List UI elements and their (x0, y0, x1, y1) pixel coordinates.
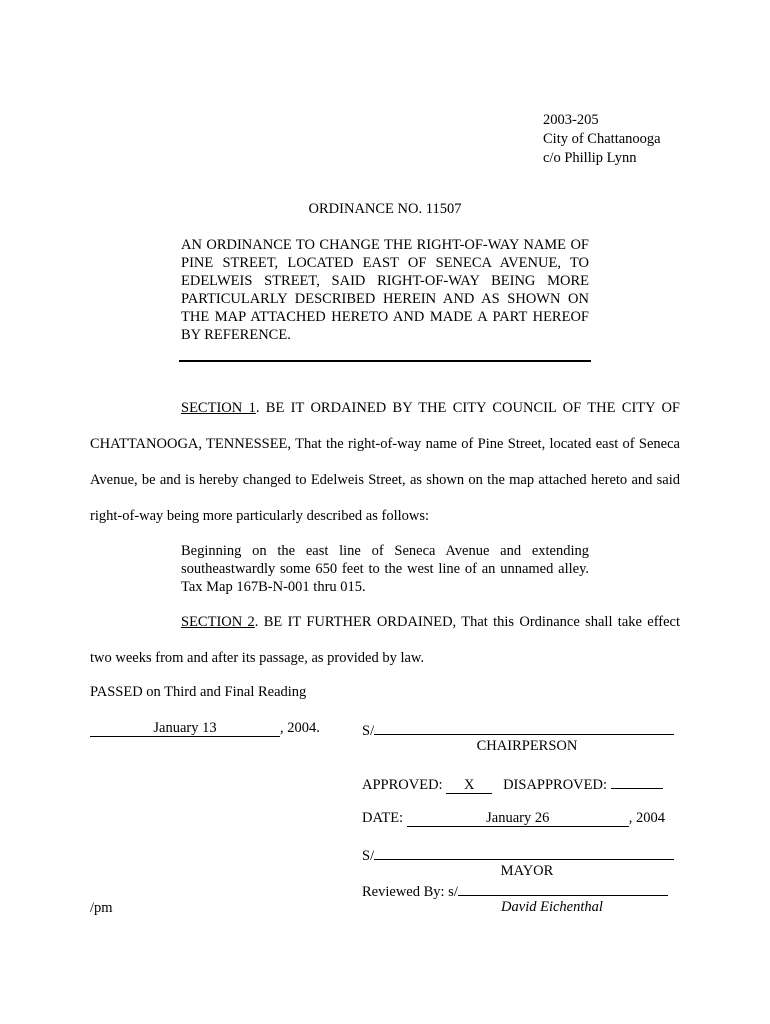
typist-initials: /pm (90, 900, 113, 916)
chair-signature-blank (374, 720, 674, 735)
passage-date: January 13 (90, 721, 280, 737)
approval-date: January 26 (407, 811, 629, 827)
file-reference-block (543, 111, 661, 168)
section-2-text: . BE IT FURTHER ORDAINED, That this Ordinance shall take effect two weeks from and after its passage, as provided by law. (90, 614, 680, 666)
applicant-name: City of Chattanooga (543, 131, 661, 147)
ordinance-number: ORDINANCE NO. 11507 (308, 201, 462, 217)
passage-label: PASSED on Third and Final Reading (90, 684, 307, 700)
section-1-heading: SECTION 1 (181, 400, 256, 416)
passage-year: , 2004. (280, 720, 320, 736)
section-1-text: . BE IT ORDAINED BY THE CITY COUNCIL OF THE CITY OF CHATTANOOGA, TENNESSEE, That the right-of-way name of Pine Street, located east of Seneca Avenue, be and is hereby changed to Edelweis Street, as shown on the map attached hereto and said right-of-way being more particularly described as follows: (90, 400, 680, 524)
file-number: 2003-205 (543, 112, 599, 128)
reviewer-name: David Eichenthal (501, 899, 603, 915)
property-description: Beginning on the east line of Seneca Avenue and extending southeastwardly some 650 feet to the west line of an unnamed alley. Tax Map 167B-N-001 thru 015. (181, 543, 589, 595)
chairperson-title: CHAIRPERSON (476, 738, 578, 754)
approval-date-line (362, 810, 665, 827)
approved-label: APPROVED: (362, 777, 443, 793)
chairperson-signature-line (362, 720, 674, 740)
chair-s-prefix: S/ (362, 723, 375, 739)
passage-date-line (90, 720, 320, 737)
mayor-title: MAYOR (500, 863, 554, 879)
section-2-heading: SECTION 2 (181, 614, 255, 630)
disapproved-blank (611, 774, 663, 789)
approval-line (362, 774, 663, 794)
section-1-paragraph (90, 390, 680, 534)
section-2-paragraph (90, 604, 680, 676)
reviewed-label: Reviewed By: s/ (362, 884, 458, 900)
approved-mark: X (446, 778, 492, 794)
mayor-signature-line (362, 845, 674, 865)
mayor-signature-blank (374, 845, 674, 860)
disapproved-label: DISAPPROVED: (503, 777, 608, 793)
approval-year: , 2004 (628, 810, 665, 826)
reviewed-by-line (362, 881, 668, 901)
date-label: DATE: (362, 810, 404, 826)
caption-divider (179, 360, 591, 362)
contact-name: c/o Phillip Lynn (543, 150, 637, 166)
ordinance-caption: AN ORDINANCE TO CHANGE THE RIGHT-OF-WAY NAME OF PINE STREET, LOCATED EAST OF SENECA AVENUE, TO EDELWEIS STREET, SAID RIGHT-OF-WAY BEING MORE PARTICULARLY DESCRIBED HEREIN AND AS SHOWN ON THE MAP ATTACHED HERETO AND MADE A PART HEREOF BY REFERENCE. (181, 237, 589, 343)
reviewer-signature-blank (458, 881, 668, 896)
mayor-s-prefix: S/ (362, 848, 375, 864)
